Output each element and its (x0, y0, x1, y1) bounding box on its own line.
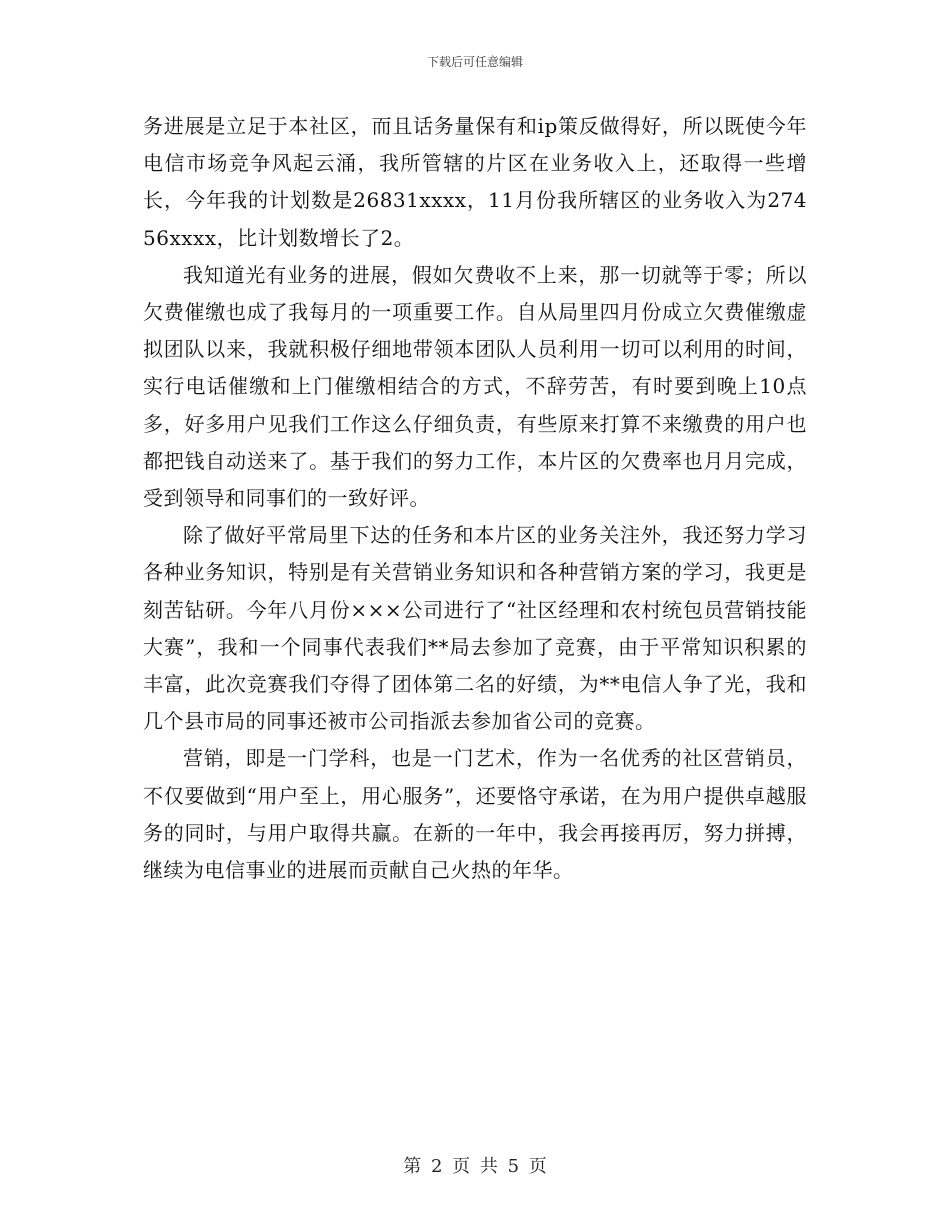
document-body (143, 108, 807, 889)
paragraph-2: 我知道光有业务的进展，假如欠费收不上来，那一切就等于零；所以欠费催缴也成了我每月的一项重要工作。自从局里四月份成立欠费催缴虚拟团队以来，我就积极仔细地带领本团队人员利用一切可以利用的时间，实行电话催缴和上门催缴相结合的方式，不辞劳苦，有时要到晚上10点多，好多用户见我们工作这么仔细负责，有些原来打算不来缴费的用户也都把钱自动送来了。基于我们的努力工作，本片区的欠费率也月月完成，受到领导和同事们的一致好评。 (143, 262, 807, 511)
paragraph-1: 务进展是立足于本社区，而且话务量保有和ip策反做得好，所以既使今年电信市场竞争风起云涌，我所管辖的片区在业务收入上，还取得一些增长，今年我的计划数是26831xxxx，11月份我所辖区的业务收入为27456xxxx，比计划数增长了2。 (143, 114, 807, 250)
page-header: 下载后可任意编辑 (426, 55, 523, 69)
paragraph-4: 营销，即是一门学科，也是一门艺术，作为一名优秀的社区营销员，不仅要做到“用户至上，用心服务”，还要恪守承诺，在为用户提供卓越服务的同时，与用户取得共赢。在新的一年中，我会再接再厉，努力拼搏，继续为电信事业的进展而贡献自己火热的年华。 (143, 746, 807, 883)
paragraph-3: 除了做好平常局里下达的任务和本片区的业务关注外，我还努力学习各种业务知识，特别是有关营销业务知识和各种营销方案的学习，我更是刻苦钻研。今年八月份×××公司进行了“社区经理和农村统包员营销技能大赛”，我和一个同事代表我们**局去参加了竞赛，由于平常知识积累的丰富，此次竞赛我们夺得了团体第二名的好绩，为**电信人争了光，我和几个县市局的同事还被市公司指派去参加省公司的竞赛。 (143, 523, 807, 734)
page-number-footer: 第 2 页 共 5 页 (403, 1156, 547, 1177)
